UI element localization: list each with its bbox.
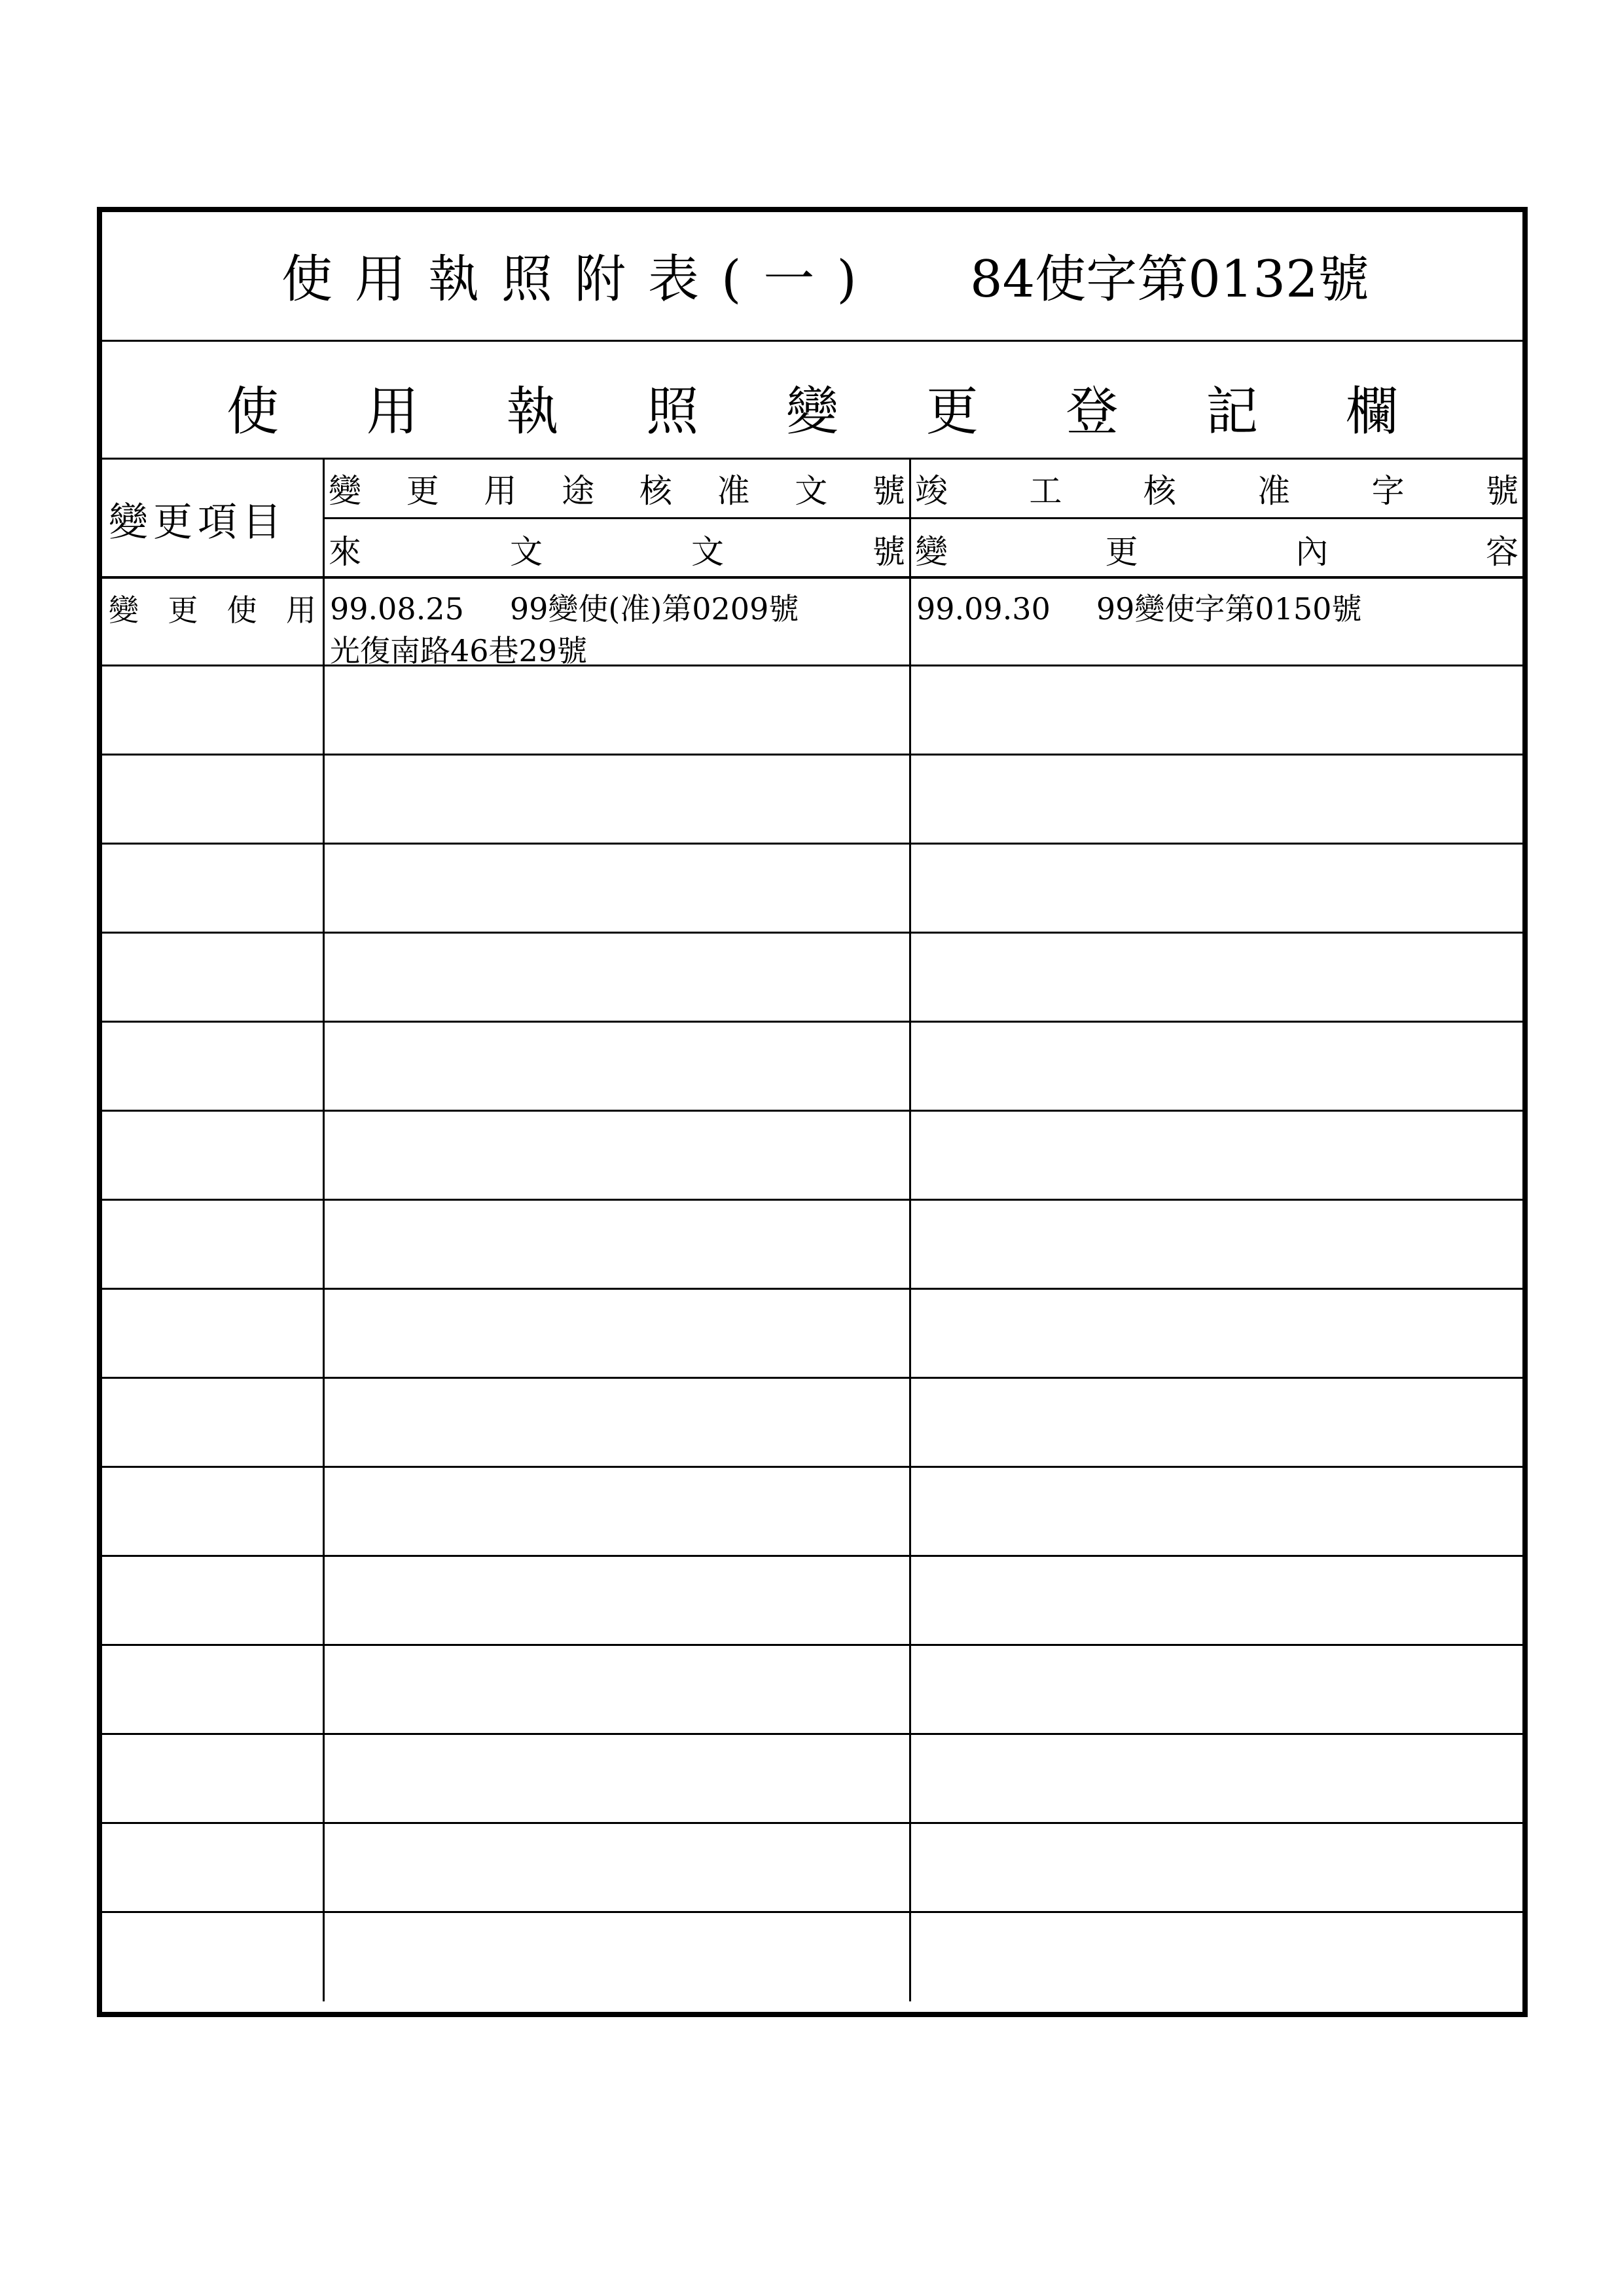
table-header (102, 460, 1522, 579)
empty-cell (325, 1379, 911, 1466)
empty-cell (325, 666, 911, 754)
header-char: 用 (484, 472, 517, 510)
header-char: 工 (1029, 472, 1062, 510)
change-item-cell (102, 579, 325, 665)
table-row (102, 1023, 1522, 1112)
empty-cell (911, 756, 1522, 843)
table-row (102, 934, 1522, 1023)
empty-cell (102, 1112, 325, 1199)
empty-cell (911, 1379, 1522, 1466)
item-char: 用 (285, 592, 316, 628)
banner-char: 更 (926, 381, 979, 442)
empty-cell (325, 934, 911, 1021)
banner-char: 照 (646, 381, 699, 442)
empty-cell (325, 845, 911, 932)
banner-char: 用 (366, 381, 419, 442)
empty-cell (102, 1201, 325, 1288)
approval-doc-cell (325, 579, 911, 668)
form-title: 使用執照附表(一) (281, 250, 879, 309)
header-char: 來 (329, 532, 361, 571)
table-row (102, 1290, 1522, 1379)
header-char: 變 (915, 532, 948, 571)
empty-cell (911, 934, 1522, 1021)
table-body (102, 579, 1522, 2001)
empty-cell (911, 1112, 1522, 1199)
approval-line (330, 585, 799, 629)
empty-cell (102, 1824, 325, 1911)
item-char: 使 (226, 592, 257, 628)
table-row (102, 1112, 1522, 1201)
table-row (102, 579, 1522, 666)
table-row (102, 1557, 1522, 1646)
empty-cell (325, 1735, 911, 1822)
empty-cell (102, 756, 325, 843)
table-row (102, 666, 1522, 756)
empty-cell (102, 845, 325, 932)
banner-row (102, 342, 1522, 460)
table-row (102, 1468, 1522, 1557)
empty-cell (102, 1735, 325, 1822)
empty-cell (102, 1646, 325, 1733)
header-char: 內 (1295, 532, 1329, 571)
header-char: 文 (795, 472, 828, 510)
header-char: 核 (639, 472, 672, 510)
empty-cell (911, 1201, 1522, 1288)
table-row (102, 1824, 1522, 1913)
empty-cell (102, 666, 325, 754)
empty-cell (325, 1023, 911, 1110)
empty-cell (911, 1913, 1522, 2001)
table-row (102, 1201, 1522, 1290)
header-char: 容 (1485, 532, 1519, 571)
table-row (102, 1913, 1522, 2001)
empty-cell (102, 934, 325, 1021)
empty-cell (325, 756, 911, 843)
change-item-label (109, 587, 316, 630)
table-row (102, 756, 1522, 845)
empty-cell (911, 1735, 1522, 1822)
banner-char: 使 (226, 381, 279, 442)
header-char: 竣 (915, 472, 948, 510)
empty-cell (325, 1913, 911, 2001)
title-row (102, 212, 1522, 342)
header-change-item-label: 變更項目 (109, 500, 287, 545)
header-char: 字 (1371, 472, 1405, 510)
approval-doc-number: 99變使(准)第0209號 (509, 591, 799, 627)
empty-cell (325, 1646, 911, 1733)
empty-cell (911, 1646, 1522, 1733)
header-char: 號 (872, 532, 905, 571)
item-char: 更 (168, 592, 198, 628)
completion-date: 99.09.30 (916, 591, 1051, 627)
usage-license-attachment-form (97, 207, 1528, 2017)
header-incoming-doc-number (325, 519, 911, 579)
empty-cell (911, 1824, 1522, 1911)
empty-cell (911, 666, 1522, 754)
empty-cell (911, 1557, 1522, 1644)
header-char: 文 (691, 532, 724, 571)
empty-cell (325, 1290, 911, 1377)
header-char: 途 (562, 472, 595, 510)
header-change-content (911, 519, 1522, 579)
header-char: 號 (1485, 472, 1519, 510)
empty-cell (102, 1023, 325, 1110)
header-char: 准 (1257, 472, 1291, 510)
header-completion-approval-number (911, 460, 1522, 519)
banner-char: 變 (786, 381, 838, 442)
header-approval-doc-number (325, 460, 911, 519)
header-char: 變 (329, 472, 361, 510)
banner-char: 記 (1206, 381, 1259, 442)
empty-cell (911, 1023, 1522, 1110)
item-char: 變 (109, 592, 139, 628)
empty-cell (325, 1112, 911, 1199)
empty-cell (325, 1201, 911, 1288)
table-row (102, 845, 1522, 934)
empty-cell (325, 1824, 911, 1911)
header-char: 准 (717, 472, 750, 510)
empty-cell (911, 1468, 1522, 1555)
completion-doc-number: 99變使字第0150號 (1096, 591, 1362, 627)
address-text: 光復南路46巷29號 (330, 633, 588, 668)
header-char: 更 (406, 472, 439, 510)
empty-cell (102, 1557, 325, 1644)
completion-cell (911, 579, 1522, 665)
header-char: 更 (1105, 532, 1138, 571)
table-row (102, 1646, 1522, 1735)
empty-cell (102, 1290, 325, 1377)
empty-cell (911, 1290, 1522, 1377)
table-row (102, 1735, 1522, 1824)
header-char: 核 (1143, 472, 1176, 510)
approval-date: 99.08.25 (330, 591, 464, 627)
change-registration-banner (226, 369, 1398, 445)
empty-cell (102, 1379, 325, 1466)
empty-cell (325, 1468, 911, 1555)
empty-cell (102, 1468, 325, 1555)
empty-cell (102, 1913, 325, 2001)
table-row (102, 1379, 1522, 1468)
license-number: 84使字第0132號 (970, 250, 1369, 309)
header-change-item (102, 460, 325, 576)
empty-cell (911, 845, 1522, 932)
header-char: 號 (872, 472, 905, 510)
banner-char: 登 (1066, 381, 1119, 442)
banner-char: 欄 (1346, 381, 1398, 442)
completion-line (916, 585, 1361, 629)
empty-cell (325, 1557, 911, 1644)
header-char: 文 (510, 532, 543, 571)
banner-char: 執 (506, 381, 559, 442)
